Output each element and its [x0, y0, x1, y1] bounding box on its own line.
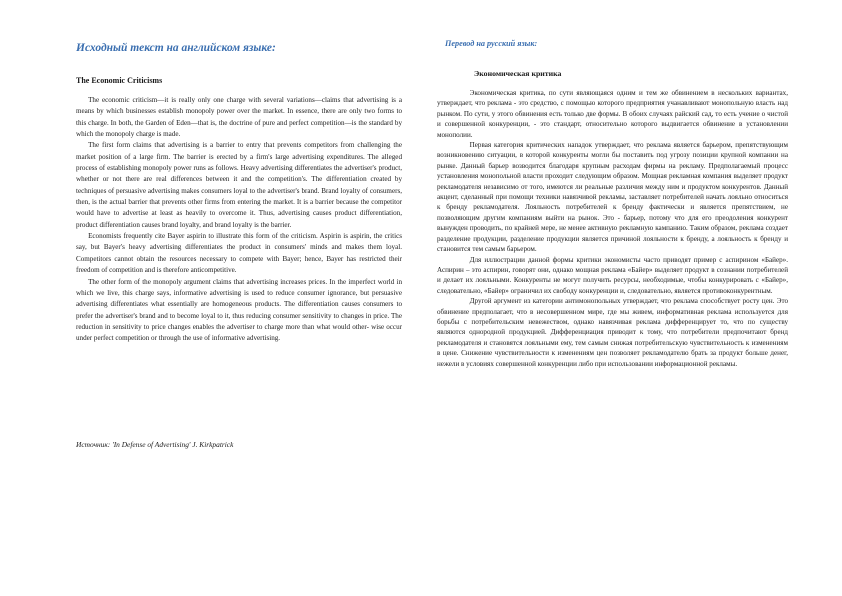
english-body	[76, 95, 402, 345]
russian-translation-heading: Перевод на русский язык:	[445, 39, 538, 48]
source-citation: Источник: 'In Defense of Advertising' J. Kirkpatrick	[76, 440, 234, 449]
russian-paragraph: Для иллюстрации данной формы критики экономисты часто приводят пример с аспирином «Байер». Аспирин – это аспирин, говорят они, однако мощная реклама «Байер» выделяет продукт в сознании потребителей и делает их лояльными. Конкуренты не могут получить ресурсы, необходимые, чтобы конкурировать с «Байер», следовательно, «Байер» ограничил их свободу конкуренции и, следовательно, является противоконкурентным.	[437, 255, 788, 295]
english-article-title: The Economic Criticisms	[76, 76, 163, 85]
english-paragraph: The economic criticism—it is really only one charge with several variations—claims that advertising is a means by which businesses establish monopoly power over the market. In essence, there are only two forms to this charge. In both, the Garden of Eden—that is, the doctrine of pure and perfect competition—is the standard by which the monopoly charge is made.	[76, 96, 402, 139]
russian-body	[437, 88, 788, 369]
english-paragraph: The other form of the monopoly argument claims that advertising increases prices. In the imperfect world in which we live, this charge says, informative advertising is used to reduce consumer ignorance, but persuasive advertising differentiates what essentially are homogeneous products. The differentiation causes consumers to prefer the advertiser's brand and to become loyal to it, thus reducing consumer sensitivity to changes in price. The reduction in sensitivity to price changes enables the advertiser to charge more than what would other- wise occur under perfect competition or through the use of informative advertising.	[76, 277, 402, 343]
english-source-heading: Исходный текст на английском языке:	[76, 42, 276, 54]
english-paragraph: Economists frequently cite Bayer aspirin to illustrate this form of the criticism. Aspirin is aspirin, the critics say, but Bayer's heavy advertising differentiates the product in consumers' minds and makes them loyal. Competitors cannot obtain the resources necessary to compete with Bayer; hence, Bayer has restricted their freedom of competition and is therefore anticompetitive.	[76, 232, 402, 275]
russian-paragraph: Другой аргумент из категории антимонопольных утверждает, что реклама способствует росту цен. Это обвинение предполагает, что в несовершенном мире, где мы живем, информативная реклама используется для борьбы с потребительским невежеством, однако навязчивая реклама дифференцирует то, что по существу являются однородной продукцией. Дифференциация приводит к тому, что потребители предпочитают бренд рекламодателя и становятся лояльными ему, тем самым снижая потребительскую чувствительность к изменениям в цене. Снижение чувствительности к изменениям цен позволяет рекламодателю брать за продукт больше денег, нежели в условиях совершенной конкуренции либо при использовании информационной рекламы.	[437, 297, 788, 368]
english-paragraph: The first form claims that advertising is a barrier to entry that prevents competitors from challenging the market position of a large firm. The barrier is erected by a firm's large advertising expenditures. The alleged process of establishing monopoly power runs as follows. Heavy advertising differentiates the advertiser's product, whether or not there are real differences between it and the competition's. The differentiation created by techniques of persuasive advertising makes consumers loyal to the advertiser's brand. Brand loyalty of consumers, then, is the actual barrier that prevents other firms from entering the market. It is a barrier because the competitor would have to advertise at least as heavily to overcome it. Thus, advertising causes product differentiation, product differentiation causes brand loyalty, and brand loyalty is the barrier.	[76, 141, 402, 229]
russian-article-title: Экономическая критика	[474, 69, 562, 78]
russian-paragraph: Первая категория критических нападок утверждает, что реклама является барьером, препятствующим возникновению ситуации, в которой конкуренты могли бы поставить под угрозу позиции крупной компании на рынке. Данный барьер возводится благодаря крупным расходам фирмы на рекламу. Предполагаемый процесс установления монопольной власти проходит следующим образом. Мощная рекламная компания выделяет продукт рекламодателя независимо от того, имеются ли реальные различия между ним и продуктом конкурентов. Данный акцент, сделанный при помощи техники навязчивой рекламы, заставляет потребителей начать лояльно относиться к бренду рекламодателя. Лояльность потребителей к бренду фактически и является препятствием, не позволяющим другим компаниям выйти на рынок. Это - барьер, потому что для его преодоления конкурент вынужден проводить, по крайней мере, не менее активную рекламную кампанию. Таким образом, реклама создает разделение продукции, разделение продукции является причиной лояльности к бренду, а лояльность к бренду и становится тем самым барьером.	[437, 141, 788, 254]
russian-paragraph: Экономическая критика, по сути являющаяся одним и тем же обвинением в нескольких вариантах, утверждает, что реклама - это средство, с помощью которого предприятия учанавливают монопольную власть над рынком. По сути, у этого обвинения есть только две формы. В обоих случаях райский сад, то есть учение о чистой и совершенной конкуренции, - это стандарт, относительно которого выдвигается обвинение в установлении монополии.	[437, 89, 788, 139]
